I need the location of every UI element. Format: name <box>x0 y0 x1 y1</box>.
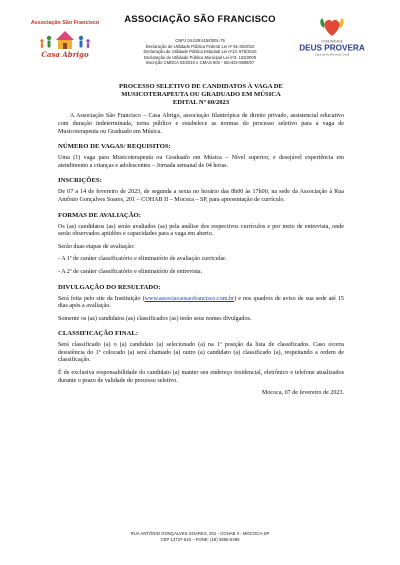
logo-right-small-text: COMUNIDADE <box>321 39 343 44</box>
footer-line: RUA ANTÔNIO GONÇALVES SOARES, 201 - COHAB II - MOCOCA-SP <box>130 531 270 536</box>
section-heading-inscricoes: INSCRIÇÕES: <box>58 177 102 185</box>
section-heading-avaliacao: FORMAS DE AVALIAÇÃO: <box>58 211 141 219</box>
etapa-2: - A 2ª de caráter classificatório e eliminatório de entrevista. <box>58 268 203 275</box>
document-body <box>58 83 344 403</box>
organization-name: ASSOCIAÇÃO SÃO FRANCISCO <box>124 14 276 25</box>
logo-left-bottom-text: Casa Abrigo <box>41 50 89 59</box>
registration-info <box>110 38 290 66</box>
section-heading-classificacao: CLASSIFICAÇÃO FINAL: <box>58 330 139 338</box>
registration-line: Declaração de Utilidade Pública Municipal Lei nº3. 133/2000 <box>143 54 257 60</box>
logo-right-tagline-text: Casa de Acolhimento Cristã <box>314 52 350 57</box>
divulgacao-text-post: ) e nos quadros de aviso de sua sede até 15 dias após a avaliação. <box>58 295 344 310</box>
classificacao-paragraph: Será classificado (a) o (a) candidato (a) selecionado (a) na 1ª posição da lista de classificados. Caso ocorra desistência do 1º colocado (a) será chamado (a) outro (a) candidato (a) classificado (a), respeitando a ordem de classificação. <box>58 342 344 364</box>
institution-website-link[interactable]: www.associacaosaofrancisco.com.br <box>144 295 235 302</box>
registration-line: Declaração de Utilidade Pública Estadual Lei nº13. 975/2010 <box>143 49 257 55</box>
section-heading-divulgacao: DIVULGAÇÃO DO RESULTADO: <box>58 283 161 291</box>
casa-abrigo-logo <box>26 16 104 60</box>
vagas-paragraph: Uma (1) vaga para Musicoterapeuta ou Graduado em Música – Nível superior, e desejável experiência em atendimento a crianças e adolescentes – Jornada semanal de 04 horas. <box>58 155 344 169</box>
etapa-1: - A 1ª de caráter classificatório e eliminatório de avaliação curricular. <box>58 256 227 263</box>
etapas-intro: Serão duas etapas de avaliação: <box>58 243 135 250</box>
footer-address <box>80 531 320 543</box>
edital-number: EDITAL Nº 60/2023 <box>172 98 230 106</box>
date-line: Mococa, 07 de fevereiro de 2023. <box>261 390 344 397</box>
logo-right-name-text: DEUS PROVERA <box>299 43 365 53</box>
avaliacao-paragraph: Os (as) candidatos (as) serão avaliados (as) pela análise dos respectivos currículos e por meio de entrevista, onde serão observados aptidões e capacidades para a vaga em aberto. <box>58 223 344 238</box>
intro-paragraph: A Associação São Francisco – Casa Abrigo, associação filantrópica de direito privado, assistencial educativo com duração indeterminada, torna público e estabelece as normas do processo seletivo para a vaga de Musicoterapeuta ou Graduado em Música. <box>58 113 344 135</box>
divulgacao-paragraph <box>58 296 344 311</box>
footer-line: CEP 13737-610 – FONE: (19) 3665-6490 <box>160 537 240 542</box>
registration-line: Inscrição CMDCA 03/2010 e CMAS 003 - SEADS-5998/07 <box>145 60 255 66</box>
deus-provera-logo <box>294 14 370 62</box>
section-heading-vagas: NÚMERO DE VAGAS/ REQUISITOS: <box>58 143 171 151</box>
document-title <box>58 83 344 106</box>
divulgacao-note: Somente os (as) candidatos (as) classificados (as) terão seus nomes divulgados. <box>58 315 252 322</box>
inscricoes-paragraph: De 07 a 14 de fevereiro de 2023, de segunda a sexta no horário das 8h00 às 17h00, na sede da Associação à Rua Antônio Gonçalves Soares, 201 – COHAB II – Mococa – SP, para apresentação de currículo. <box>58 189 344 203</box>
title-line: MUSICOTERAPEUTA OU GRADUADO EM MÚSICA <box>121 90 281 98</box>
title-line: PROCESSO SELETIVO DE CANDIDATOS À VAGA DE <box>119 83 283 90</box>
divulgacao-text-pre: Será feita pelo site da Instituição ( <box>58 295 145 302</box>
registration-line: CNPJ 04.029.515/0001-75 <box>175 38 225 43</box>
logo-left-top-text: Associação São Francisco <box>30 20 100 26</box>
responsabilidade-paragraph: É de exclusiva responsabilidade do candidato (a) manter seu endereço residencial, eletrônico e telefone atualizados durante o prazo de validade do processo seletivo. <box>58 370 344 384</box>
registration-line: Declaração de Utilidade Pública Federal Lei nº 91-35/2010 <box>145 43 255 49</box>
